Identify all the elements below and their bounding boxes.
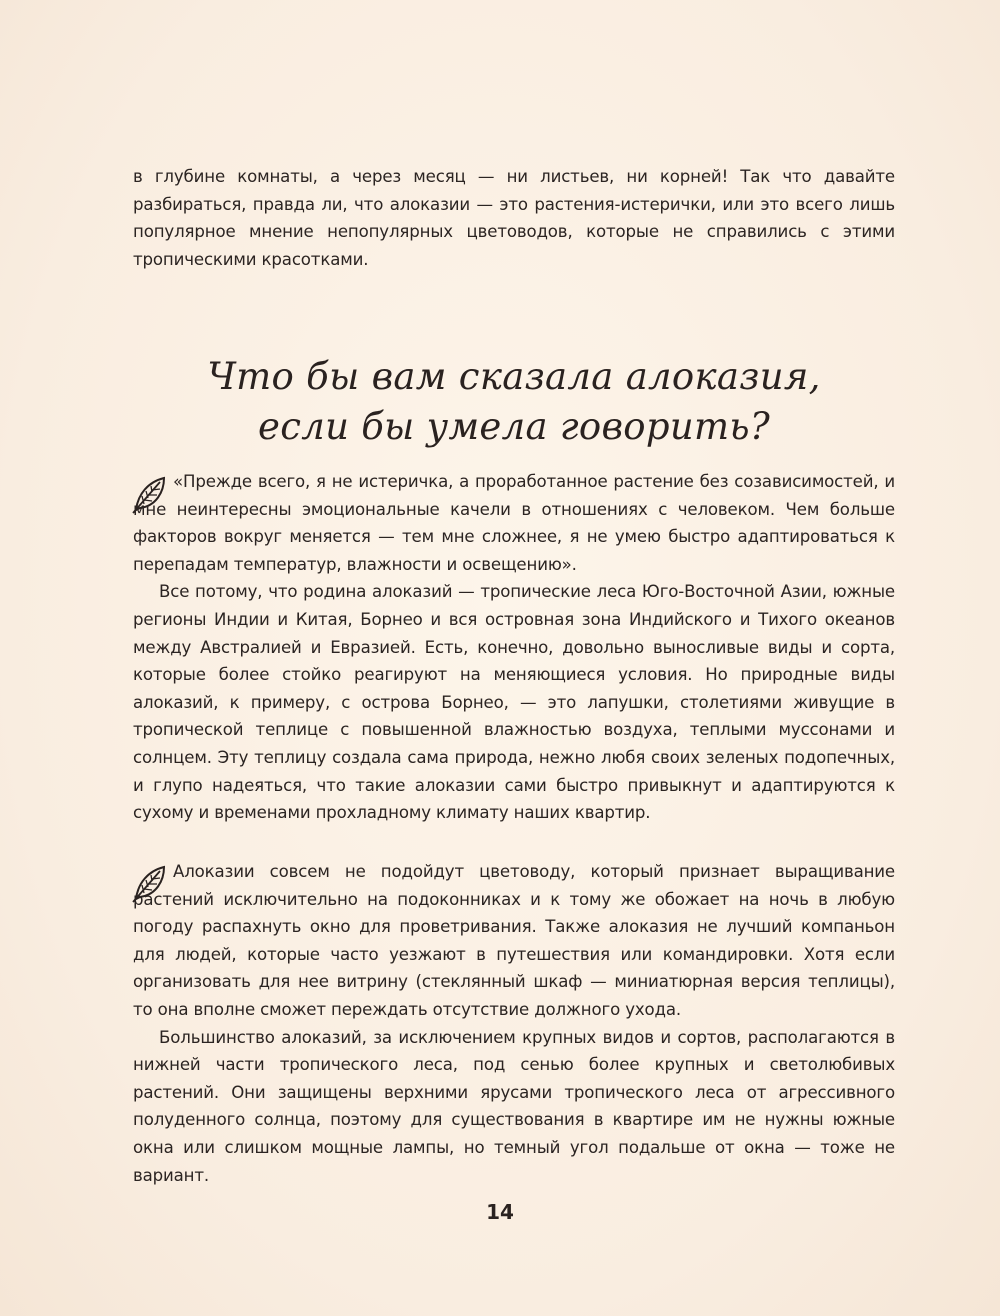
- intro-paragraph: в глубине комнаты, а через месяц — ни листьев, ни корней! Так что давайте разбираться, правда ли, что алоказии — это растения-истерички, или это всего лишь популярное мнение непопулярных цветоводов, которые не справились с этими тропическими красотками.: [133, 167, 895, 269]
- section1-quote: «Прежде всего, я не истеричка, а проработанное растение без созависимостей, и мне неинтересны эмоциональные качели в отношениях с человеком. Чем больше факторов вокруг меняется — тем мне сложнее, я не умею быстро адаптироваться к перепадам температур, влажности и освещению».: [133, 472, 895, 574]
- page-number: 14: [486, 1200, 514, 1224]
- heading-line-2: если бы умела говорить?: [258, 405, 770, 448]
- section2-paragraph-2: Большинство алоказий, за исключением крупных видов и сортов, располагаются в нижней части тропического леса, под сенью более крупных и светолюбивых растений. Они защищены верхними ярусами тропического леса от агрессивного полуденного солнца, поэтому для существования в квартире им не нужны южные окна или слишком мощные лампы, но темный угол подальше от окна — тоже не вариант.: [133, 1027, 895, 1185]
- section1-text-block: [133, 468, 895, 827]
- section2-paragraph-1: Алоказии совсем не подойдут цветоводу, который признает выращивание растений исключительно на подоконниках и к тому же обожает на ночь в любую погоду распахнуть окно для проветривания. Также алоказия не лучший компаньон для людей, которые часто уезжают в путешествия или командировки. Хотя если организовать для нее витрину (стеклянный шкаф — миниатюрная версия теплицы), то она вполне сможет переждать отсутствие должного ухода.: [133, 862, 895, 1019]
- intro-text-block: [133, 163, 895, 273]
- section1-paragraph: Все потому, что родина алоказий — тропические леса Юго-Восточной Азии, южные регионы Индии и Китая, Борнео и вся островная зона Индийского и Тихого океанов между Австралией и Евразией. Есть, конечно, довольно выносливые виды и сорта, которые более стойко реагируют на меняющиеся условия. Но природные виды алоказий, к примеру, с острова Борнео, — это лапушки, столетиями живущие в тропической теплице с повышенной влажностью воздуха, теплыми муссонами и солнцем. Эту теплицу создала сама природа, нежно любя своих зеленых подопечных, и глупо надеяться, что такие алоказии сами быстро привыкнут и адаптируются к сухому и временами прохладному климату наших квартир.: [133, 582, 895, 823]
- section2-text-block: [133, 858, 895, 1189]
- section-heading: [133, 352, 895, 452]
- heading-line-1: Что бы вам сказала алоказия,: [207, 355, 821, 398]
